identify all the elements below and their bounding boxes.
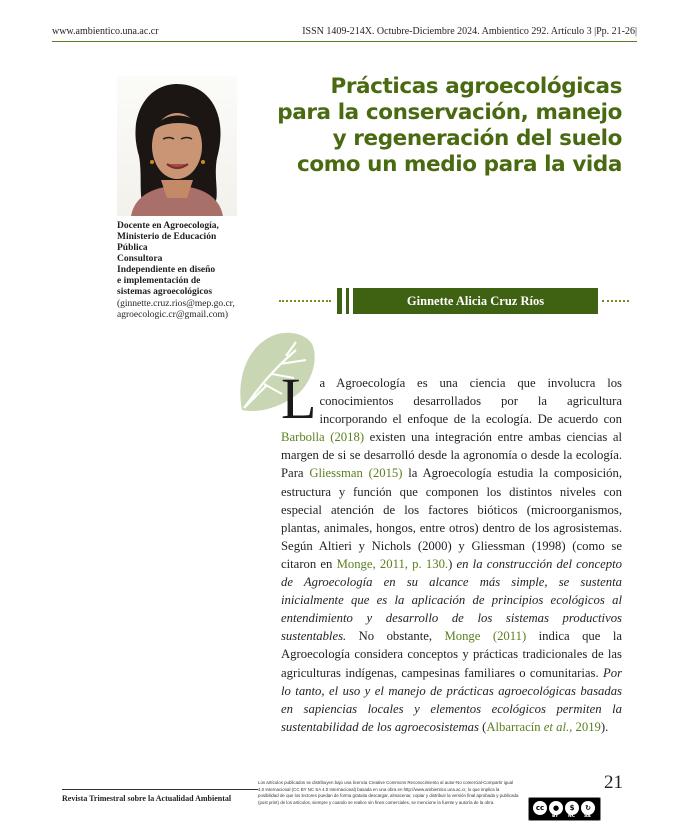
- noncommercial-icon: $: [565, 801, 579, 815]
- author-affiliation: [117, 221, 267, 321]
- citation-author: Albarracín: [486, 719, 544, 734]
- affiliation-line: Ministerio de Educación: [117, 232, 217, 242]
- body-text: a Agroecología es una ciencia que involucra los conocimientos desarrollados por la agricultura incorporando el enfoque de la ecología. De acuerdo con: [319, 376, 622, 427]
- italic-text: en la construcción del concepto de Agroecología en su alcance más simple, se sustenta inicialmente que es la aplicación de principios ecológicos al entendimiento y desarrollo de los sistemas productivos sustentables.: [281, 556, 622, 644]
- body-text: (: [478, 719, 487, 734]
- title-line: para la conservación, manejo: [277, 100, 622, 125]
- body-text: No obstante,: [346, 629, 445, 644]
- cc-label: BY: [552, 814, 559, 819]
- body-text: existen una integración entre ambas ciencias al margen de si se desarrolló desde la agronomía o desde la ecología. Para: [281, 430, 622, 481]
- author-name: Ginnette Alicia Cruz Ríos: [353, 288, 598, 314]
- drop-cap: L: [281, 366, 317, 431]
- cc-license-badge[interactable]: [528, 797, 601, 821]
- author-band: [279, 288, 629, 314]
- cc-label: SA: [584, 814, 591, 819]
- citation-etal: et al.: [543, 719, 570, 734]
- email-link[interactable]: (ginnette.cruz.rios@mep.go.cr,: [117, 299, 235, 309]
- affiliation-line: Consultora: [117, 254, 163, 264]
- body-text: indica que la Agroecología considera conceptos y prácticas tradicionales de las agriculturas indígenas, campesinas familiares o comunitarias.: [281, 629, 622, 680]
- title-line: como un medio para la vida: [296, 152, 622, 177]
- email-link[interactable]: agroecologic.cr@gmail.com): [117, 310, 229, 320]
- cc-label: NC: [568, 814, 576, 819]
- affiliation-line: Docente en Agroecología,: [117, 221, 219, 231]
- decorative-bar: [337, 288, 342, 314]
- citation-link[interactable]: Gliessman (2015): [309, 466, 403, 481]
- body-text: ).: [600, 719, 609, 734]
- affiliation-line: sistemas agroecológicos: [117, 287, 213, 297]
- citation-year: , 2019: [569, 719, 601, 734]
- body-text: la Agroecología estudia la composición, estructura y función que componen los distintos niveles con especial atención de los factores bióticos (microorganismos, plantas, animales, hongos, entre otros) dentro de los agrosistemas. Según Altieri y Nichols (2000) y Gliessman (1998) (como se citaron en: [281, 466, 623, 571]
- cc-icon: cc: [533, 801, 547, 815]
- affiliation-line: Independiente en diseño: [117, 265, 216, 275]
- footer-rule: [62, 789, 258, 790]
- footer-journal-name: Revista Trimestral sobre la Actualidad Ambiental: [62, 794, 232, 803]
- title-line: Prácticas agroecológicas: [330, 74, 622, 99]
- citation-link[interactable]: Barbolla (2018): [281, 430, 365, 445]
- italic-text: Por lo tanto, el uso y el manejo de prácticas agroecológicas basadas en sapiencias locales y elementos ecológicos permiten la sustentabilidad de los agroecosistemas: [281, 665, 622, 734]
- title-line: y regeneración del suelo: [332, 126, 622, 151]
- author-emails: [117, 299, 267, 321]
- dotted-rule: [279, 300, 331, 302]
- citation-link[interactable]: [486, 720, 601, 734]
- page-number: 21: [604, 772, 623, 793]
- journal-website[interactable]: www.ambientico.una.ac.cr: [52, 26, 159, 37]
- running-header: [52, 23, 637, 42]
- dotted-rule: [602, 300, 629, 302]
- issue-info: ISSN 1409-214X. Octubre-Diciembre 2024. Ambientico 292. Artículo 3 |Pp. 21-26|: [302, 26, 637, 37]
- article-title: [262, 74, 622, 178]
- body-text: ): [448, 556, 457, 571]
- author-photo: [117, 76, 237, 216]
- attribution-icon: ●: [549, 801, 563, 815]
- citation-link[interactable]: Monge (2011): [444, 629, 527, 644]
- affiliation-line: e implementación de: [117, 276, 201, 286]
- article-body: [281, 366, 623, 736]
- decorative-bar: [346, 288, 349, 314]
- sharealike-icon: ↻: [581, 801, 595, 815]
- citation-link[interactable]: Monge, 2011, p. 130.: [336, 556, 449, 571]
- license-notice: Los artículos publicados se distribuyen bajo una licencia Creative Commons Reconocimiento al autor-No comercial-Compartir igual 4.0 Internacional (CC BY NC SA 4.0 Internacional) basada en una obra en http://www.ambientico.una.ac.cr, lo que implica la posibilidad de que los lectores puedan de forma gratuita descargar, almacenar, copiar y distribuir la versión final aprobada y publicada (post print) de los artículos, siempre y cuando se realice sin fines comerciales, se mencione la fuente y autoría de la obra.: [258, 780, 519, 805]
- affiliation-line: Pública: [117, 243, 148, 253]
